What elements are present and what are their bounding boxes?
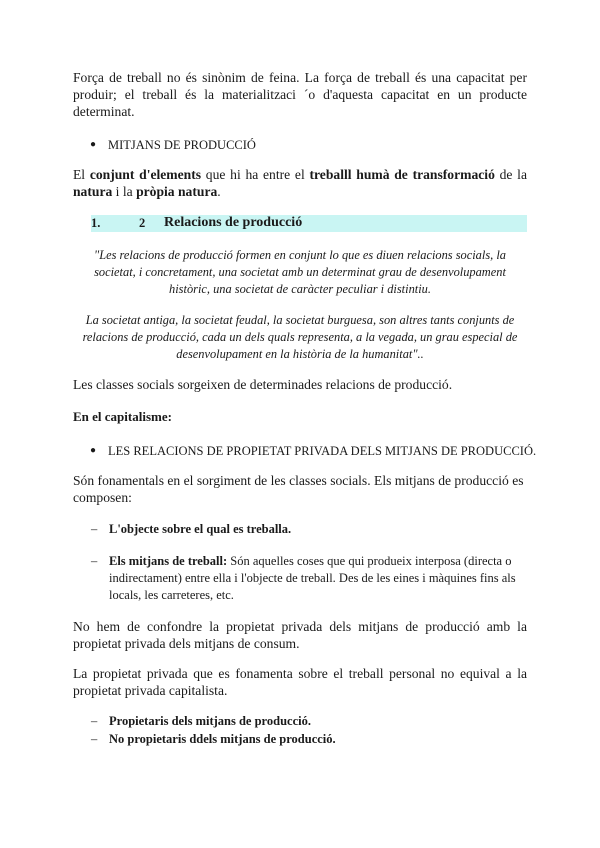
paragraph-means-definition: El conjunt d'elements que hi ha entre el treballl humà de transformació de la natura i la pròpia natura. <box>73 167 527 199</box>
paragraph-not-confuse: No hem de confondre la propietat privada dels mitjans de producció amb la propietat privada dels mitjans de consum. <box>73 619 527 651</box>
dash-mark: – <box>91 714 98 728</box>
paragraph-fundamental: Són fonamentals en el sorgiment de les classes socials. Els mitjans de producció es composen: <box>73 473 524 505</box>
dash-text: Els mitjans de treball: Són aquelles coses que qui produeix interposa (directa o indirectament) entre ella i l'objecte de treball. Des de les eines i màquines fins als locals, les carreteres, etc. <box>109 554 516 602</box>
dash-text: No propietaris ddels mitjans de producció. <box>109 732 336 746</box>
bullet-text: LES RELACIONS DE PROPIETAT PRIVADA DELS MITJANS DE PRODUCCIÓ. <box>108 444 537 458</box>
capitalism-label: En el capitalisme: <box>73 409 172 424</box>
dash-mark: – <box>91 522 98 536</box>
paragraph-personal-property: La propietat privada que es fonamenta sobre el treball personal no equival a la propietat privada capitalista. <box>73 666 527 698</box>
paragraph-social-classes: Les classes socials sorgeixen de determinades relacions de producció. <box>73 377 453 392</box>
dash-mark: – <box>91 554 98 568</box>
heading-subnumber: 2 <box>139 216 146 230</box>
bullet-dot-icon: ● <box>90 445 97 456</box>
bullet-dot-icon: ● <box>90 139 97 150</box>
dash-text: L'objecte sobre el qual es treballa. <box>109 522 292 536</box>
dash-mark: – <box>91 732 98 746</box>
bullet-text: MITJANS DE PRODUCCIÓ <box>108 138 256 152</box>
quote-second: La societat antiga, la societat feudal, la societat burguesa, son altres tants conjunts de relacions de producció, cada un dels quals representa, a la vegada, un grau especial de desenvolupament en la història de la humanitat".. <box>82 313 518 361</box>
heading-number: 1. <box>91 216 101 230</box>
section-heading <box>91 215 527 232</box>
paragraph-labour-force: Força de treball no és sinònim de feina. La força de treball és una capacitat per produir; el treball és la materialitzaci ´o d'aquesta capacitat en un producte determinat. <box>73 70 527 119</box>
heading-title: Relacions de producció <box>164 215 303 230</box>
quote-first: "Les relacions de producció formen en conjunt lo que es diuen relacions socials, la societat, i concretament, una societat amb un determinat grau de desenvolupament històric, una societat de caràcter peculiar i distintiu. <box>94 248 506 296</box>
dash-text: Propietaris dels mitjans de producció. <box>109 714 311 728</box>
